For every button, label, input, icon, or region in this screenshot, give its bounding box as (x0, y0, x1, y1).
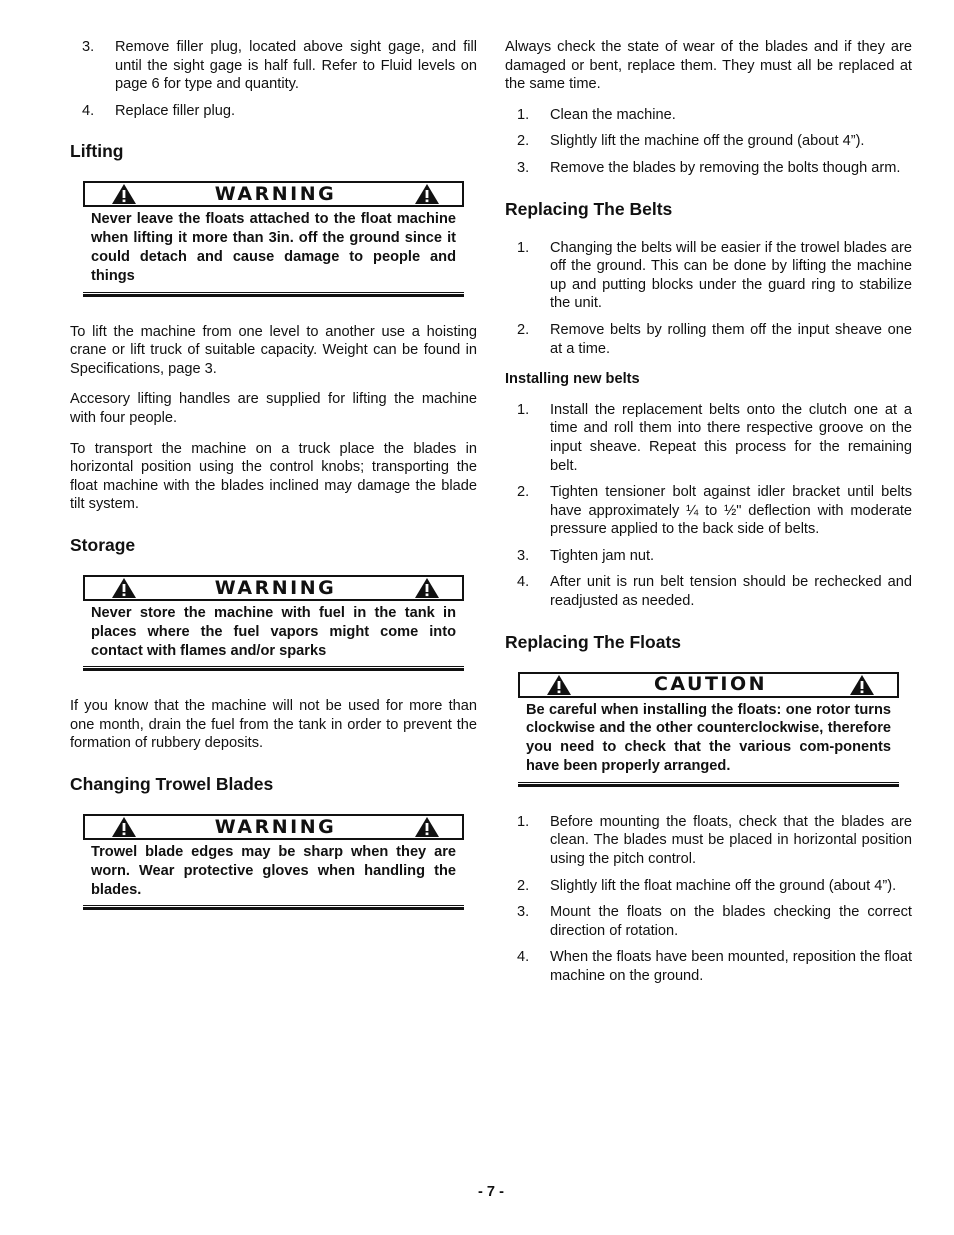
caution-header (518, 672, 899, 698)
box-divider (83, 666, 464, 671)
warning-triangle-icon (111, 183, 137, 205)
warning-triangle-icon (414, 816, 440, 838)
box-divider (83, 292, 464, 297)
warning-text: Never store the machine with fuel in the tank in places where the fuel vapors might come into contact with flames and/or sparks (91, 604, 456, 659)
warning-triangle-icon (111, 816, 137, 838)
float-steps (505, 813, 912, 986)
list-item: 1. Install the replacement belts onto the clutch one at a time and roll them into there respective groove on the input sheave. Repeat this process for the remaining belt. (517, 401, 912, 474)
right-column (505, 38, 912, 998)
storage-warning-box (83, 575, 464, 671)
warning-text: Trowel blade edges may be sharp when they are worn. Wear protective gloves when handling the blades. (91, 844, 456, 898)
trowel-heading: Changing Trowel Blades (70, 774, 274, 795)
belt-steps (505, 239, 912, 359)
filler-steps (70, 38, 477, 120)
list-item: 2. Slightly lift the float machine off the ground (about 4”). (517, 877, 897, 894)
list-item: 3. Remove the blades by removing the bolts though arm. (517, 159, 901, 176)
warning-triangle-icon (111, 577, 137, 599)
warning-triangle-icon (849, 674, 875, 696)
belts-heading: Replacing The Belts (505, 198, 673, 219)
blade-steps (505, 106, 912, 178)
paragraph: Always check the state of wear of the blades and if they are damaged or bent, replace them. They must all be replaced at the same time. (505, 39, 912, 93)
warning-label: WARNING (214, 576, 337, 599)
warning-label: WARNING (214, 815, 337, 838)
list-item: 3. Tighten jam nut. (517, 547, 655, 564)
paragraph: To lift the machine from one level to another use a hoisting crane or lift truck of suitable capacity. Weight can be found in Specifications, page 3. (70, 323, 477, 377)
left-column (70, 38, 477, 936)
list-item: 4. After unit is run belt tension should be rechecked and readjusted as needed. (517, 574, 912, 610)
list-item: 2. Remove belts by rolling them off the input sheave one at a time. (517, 321, 912, 357)
floats-heading: Replacing The Floats (505, 631, 681, 652)
lifting-heading: Lifting (70, 141, 124, 162)
box-divider (518, 782, 899, 787)
warning-header (83, 814, 464, 840)
list-item: 1. Before mounting the floats, check that the blades are clean. The blades must be placed in horizontal position using the pitch control. (517, 813, 912, 868)
warning-label: WARNING (214, 183, 337, 206)
storage-heading: Storage (70, 534, 136, 555)
floats-caution-box (518, 672, 899, 787)
list-item: 2. Slightly lift the machine off the ground (about 4”). (517, 133, 865, 150)
list-item: 1. Clean the machine. (517, 106, 676, 123)
list-item: 4. When the floats have been mounted, reposition the float machine on the ground. (517, 949, 912, 984)
warning-header (83, 181, 464, 207)
install-belt-steps (505, 401, 912, 611)
warning-triangle-icon (414, 183, 440, 205)
caution-text: Be careful when installing the floats: one rotor turns clockwise and the other counterclockwise, therefore you need to check that the various com-ponents have been properly arranged. (526, 701, 891, 775)
warning-triangle-icon (414, 577, 440, 599)
list-item: 2. Tighten tensioner bolt against idler bracket until belts have approximately ¼ to ½" deflection with moderate pressure applied to the back side of belts. (517, 484, 912, 538)
page-number: - 7 - (478, 1184, 504, 1200)
install-belts-subheading: Installing new belts (505, 371, 640, 388)
lifting-warning-box (83, 181, 464, 296)
trowel-warning-box (83, 814, 464, 910)
list-item: 1. Changing the belts will be easier if the trowel blades are off the ground. This can be done by lifting the machine up and putting blocks under the guard ring to stabilize the unit. (517, 239, 912, 312)
caution-label: CAUTION (653, 673, 768, 696)
paragraph: If you know that the machine will not be used for more than one month, drain the fuel from the tank in order to prevent the formation of rubbery deposits. (70, 698, 477, 752)
paragraph: To transport the machine on a truck place the blades in horizontal position using the control knobs; transporting the float machine with the blades inclined may damage the blade tilt system. (70, 440, 477, 513)
list-item: 4. Replace filler plug. (82, 102, 236, 119)
warning-triangle-icon (546, 674, 572, 696)
list-item: 3. Mount the floats on the blades checking the correct direction of rotation. (517, 904, 912, 939)
paragraph: Accesory lifting handles are supplied for lifting the machine with four people. (70, 391, 477, 426)
list-item: 3. Remove filler plug, located above sight gage, and fill until the sight gage is half full. Refer to Fluid levels on page 6 for type and quantity. (82, 39, 477, 93)
warning-header (83, 575, 464, 601)
box-divider (83, 905, 464, 910)
warning-text: Never leave the floats attached to the float machine when lifting it more than 3in. off the ground since it could detach and cause damage to people and things (91, 211, 456, 284)
